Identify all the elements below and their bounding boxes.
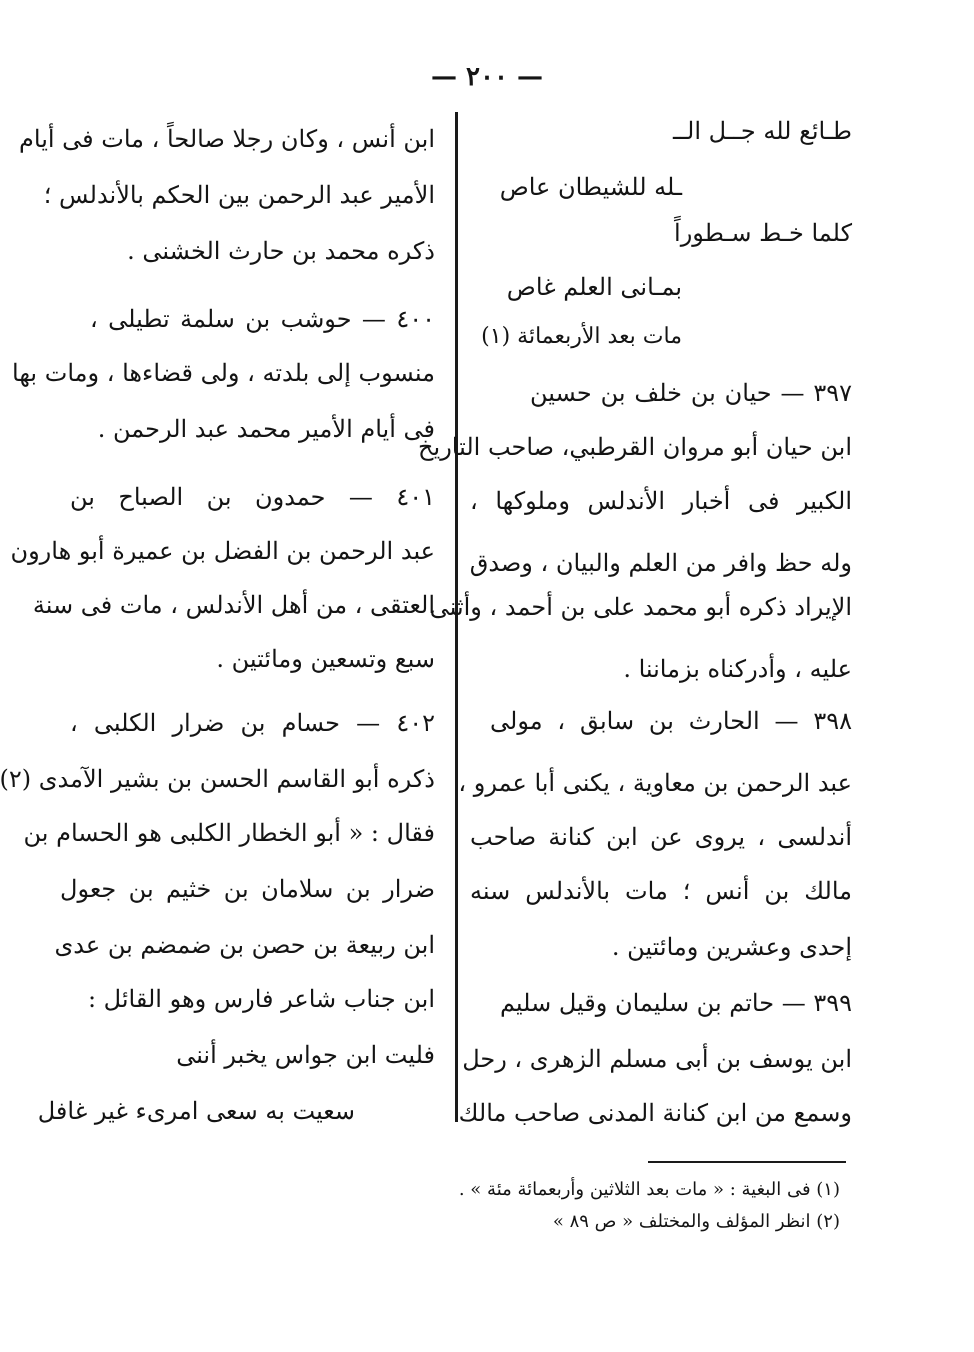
entry-399-text: وسمع من ابن كنانة المدنى صاحب مالك <box>458 1099 852 1127</box>
entry-397-text: وله حظ وافر من العلم والبيان ، وصدق <box>469 549 852 577</box>
entry-397-text: عليه ، وأدركناه بزماننا . <box>623 655 852 683</box>
poem-line-3: كلما خـط سـطوراً <box>674 219 852 247</box>
entry-401-heading: ٤٠١ — حمدون بن الصباح بن <box>70 483 435 511</box>
entry-402-text: ابن جناب شاعر فارس وهو القائل : <box>87 985 435 1013</box>
entry-401-text: سبع وتسعين ومائتين . <box>216 645 435 673</box>
entry-397-text: ابن حيان أبو مروان القرطبي، صاحب التاريخ <box>418 433 852 461</box>
entry-398-text: عبد الرحمن بن معاوية ، يكنى أبا عمرو ، <box>458 769 852 797</box>
entry-398-text: مالك بن أنس ؛ مات بالأندلس سنه <box>470 877 852 905</box>
entry-402-text: فقال : « أبو الخطار الكلبى هو الحسام بن <box>23 819 435 847</box>
entry-402-heading: ٤٠٢ — حسام بن ضرار الكلبى ، <box>70 709 435 737</box>
entry-399-continued: الأمير عبد الرحمن بين الحكم بالأندلس ؛ <box>43 181 435 209</box>
entry-400-text: فى أيام الأمير محمد عبد الرحمن . <box>97 415 435 443</box>
entry-401-text: عبد الرحمن بن الفضل بن عميرة أبو هارون <box>10 537 435 565</box>
entry-397-text: الكبير فى أخبار الأندلس وملوكها ، <box>470 487 852 515</box>
verse-line-1: فليت ابن جواس يخبر أننى <box>176 1041 435 1069</box>
footnote-1: (١) فى البغية : « مات بعد الثلاثين وأربعمائة مئة » . <box>458 1179 840 1200</box>
poem-line-4: بمـانى العلم غاص <box>506 273 682 301</box>
entry-401-text: العتقى ، من أهل الأندلس ، مات فى سنة <box>32 591 435 619</box>
poem-line-1: طـائع لله جــل الــ <box>672 117 852 145</box>
entry-399-continued: ابن أنس ، وكان رجلا صالحاً ، مات فى أيام <box>19 125 435 153</box>
verse-line-2: سعيت به سعى امرىء غير غافل <box>37 1097 355 1125</box>
poem-date-note: مات بعد الأربعمائة (١) <box>481 324 682 349</box>
entry-398-heading: ٣٩٨ — الحارث بن سابق ، مولى <box>490 707 852 735</box>
entry-398-text: إحدى وعشرين ومائتين . <box>611 933 852 961</box>
footnote-rule <box>648 1161 846 1163</box>
entry-402-text: ابن ربيعة بن حصن بن ضمضم بن عدى <box>54 931 435 959</box>
footnote-2: (٢) انظر المؤلف والمختلف « ص ٨٩ » <box>552 1211 840 1232</box>
entry-399-heading: ٣٩٩ — حاتم بن سليمان وقيل سليم <box>499 989 852 1017</box>
entry-400-heading: ٤٠٠ — حوشب بن سلمة تطيلى ، <box>90 305 435 333</box>
entry-402-text: ذكره أبو القاسم الحسن بن بشير الآمدى (٢) <box>0 765 435 793</box>
entry-400-text: منسوب إلى بلدته ، ولى قضاءها ، ومات بها <box>12 359 435 387</box>
entry-399-text: ابن يوسف بن أبى مسلم الزهرى ، رحل <box>462 1045 852 1073</box>
entry-402-text: ضرار بن سلامان بن خثيم بن جعول <box>60 875 435 903</box>
entry-397-heading: ٣٩٧ — حيان بن خلف بن حسين <box>530 379 852 407</box>
poem-line-2: ـله للشيطان عاص <box>499 173 682 201</box>
entry-398-text: أندلسى ، يروى عن ابن كنانة صاحب <box>470 823 852 851</box>
entry-399-continued: ذكره محمد بن حارث الخشنى . <box>127 237 435 265</box>
page-number: — ٢٠٠ — <box>430 62 544 92</box>
entry-397-text: الإيراد ذكره أبو محمد على بن أحمد ، وأثنى <box>429 593 852 621</box>
